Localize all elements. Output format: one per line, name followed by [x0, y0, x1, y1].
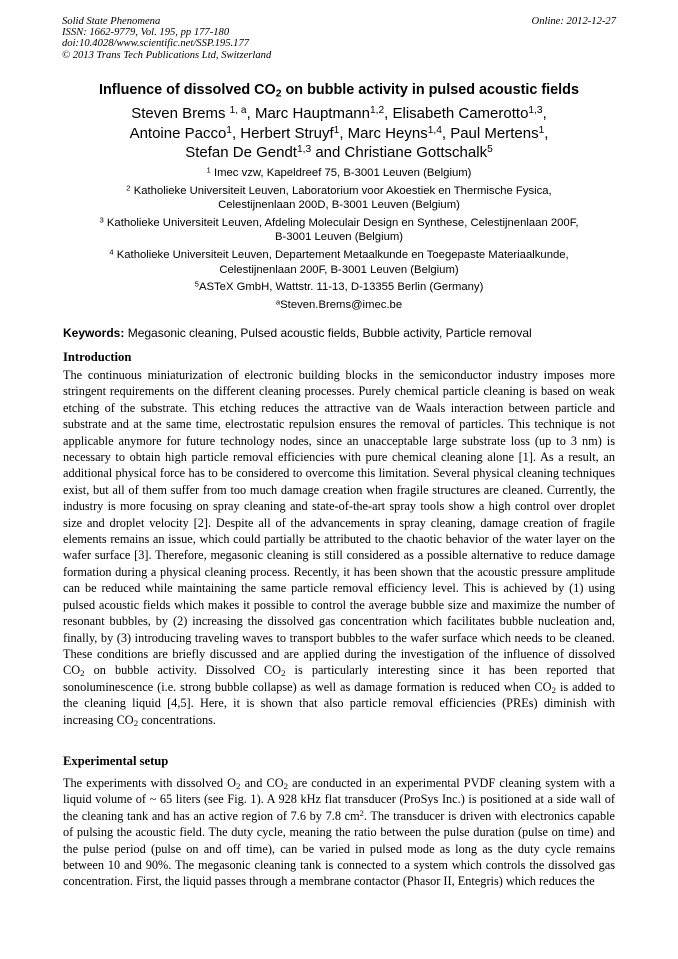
section-heading-introduction: Introduction	[63, 350, 132, 364]
paragraph-text: is particularly interesting since it has been reported that sonoluminescence (i.e. strong bubble collapse) as well as damage formation is reduced when CO	[63, 663, 615, 694]
paragraph-text: The continuous miniaturization of electronic building blocks in the semiconductor industry imposes more stringent requirements on the different cleaning processes. Purely chemical particle cleaning is based on weak etching of the substrate. This etching reduces the attractive van de Waals interaction between particle and substrate and at the same time, electrostatic repulsion ensures the removal of particles. This technique is not applicable anymore for future technology nodes, since an unacceptable large substrate loss (up to 3 nm) is necessary to obtain high particle removal efficiencies with pure chemical cleaning alone [1]. As a result, an additional physical force has to be considered to overcome this limitation. Several physical cleaning techniques exist, but all of them suffer from too much damage creation when fragile structures are cleaned. Currently, the industry is more focusing on spray cleaning and state-of-the-art spray tools show a high control over droplet size and droplet velocity [2]. Despite all of the advancements in spray cleaning, damage creation of fragile elements remains an issue, which could partially be attributed to the chaotic behavior of the water layer on the wafer surface [3]. Therefore, megasonic cleaning is still considered as a possible alternative to reduce damage formation during a physical cleaning process. Recently, it has been shown that the acoustic pressure amplitude can be reduced while maintaining the same particle removal efficiency level. This is achieved by (1) using pulsed acoustic fields which makes it possible to control the average bubble size and maximize the number of resonant bubbles, by (2) increasing the dissolved gas concentration which facilitates bubble nucleation and, finally, by (3) introducing traveling waves to transport bubbles to the wafer surface which needs to be cleaned. These conditions are briefly discussed and are applied during the investigation of the influence of dissolved CO	[63, 368, 615, 678]
title-subscript: 2	[275, 88, 282, 100]
paper-title	[40, 82, 638, 99]
introduction-paragraph	[63, 367, 615, 728]
affiliation	[40, 184, 638, 213]
experimental-paragraph	[63, 775, 615, 890]
author-name: , Marc Heyns	[339, 124, 428, 142]
paragraph-text: is added to the cleaning liquid [4,5]. Here, it is shown that also particle removal efficiencies (PREs) diminish with increasing CO	[63, 679, 615, 727]
affiliation-mark: 3	[99, 215, 104, 225]
subscript: 2	[283, 780, 288, 791]
author-affil-mark: 1,3	[296, 144, 312, 156]
section-heading-experimental: Experimental setup	[63, 754, 169, 768]
affiliation	[40, 280, 638, 295]
title-part: on bubble activity in pulsed acoustic fields	[281, 82, 579, 98]
author-separator: ,	[544, 124, 549, 142]
author-line	[40, 143, 638, 163]
author-line	[40, 104, 638, 124]
author-affil-mark: 1	[333, 124, 340, 136]
author-affil-mark: 5	[487, 144, 493, 156]
author-name: , Herbert Struyf	[231, 124, 334, 142]
affiliation-mark: 2	[126, 182, 131, 192]
author-affil-mark: 1, a	[229, 105, 247, 117]
subscript: 2	[80, 668, 85, 679]
affiliation-text: Imec vzw, Kapeldreef 75, B-3001 Leuven (Belgium)	[210, 167, 472, 179]
author-name: , Marc Hauptmann	[246, 105, 370, 122]
author-name: , Elisabeth Camerotto	[384, 105, 529, 122]
email-mark: a	[275, 297, 281, 307]
journal-header	[62, 16, 271, 61]
subscript: 2	[236, 780, 241, 791]
affiliation-text: Katholieke Universiteit Leuven, Laboratorium voor Akoestiek en Thermische Fysica,	[130, 184, 552, 197]
affiliation	[40, 248, 638, 277]
journal-doi: doi:10.4028/www.scientific.net/SSP.195.177	[62, 38, 250, 50]
paragraph-text: . The transducer is driven with electronics capable of pulsing the acoustic field. The duty cycle, meaning the ratio between the pulse duration (pulse on time) and the pulse period (pulse on and off time), can be varied in pulsed mode as long as the duty cycle remains between 10 and 90%. The megasonic cleaning tank is connected to a system which controls the dissolved gas concentration. First, the liquid passes through a membrane contactor (Phasor II, Entegris) which reduces the	[63, 808, 615, 889]
affiliation-text: ASTeX GmbH, Wattstr. 11-13, D-13355 Berlin (Germany)	[198, 281, 484, 294]
keywords	[63, 326, 615, 340]
author-affil-mark: 1,3	[528, 105, 543, 117]
paragraph-text: are conducted in an experimental PVDF cleaning system with a liquid volume of ~ 65 liters (see Fig. 1). A 928 kHz flat transducer (ProSys Inc.) is positioned at a side wall of the cleaning tank and has an active region of 7.6 by 7.8 cm	[63, 776, 615, 823]
author-affil-mark: 1,4	[427, 124, 442, 136]
author-affil-mark: 1,2	[370, 105, 385, 117]
affiliation-text: B-3001 Leuven (Belgium)	[274, 231, 404, 244]
journal-issn: ISSN: 1662-9779, Vol. 195, pp 177-180	[62, 27, 230, 39]
affiliation-mark: 1	[206, 165, 211, 175]
subscript: 2	[281, 668, 286, 679]
author-line	[40, 124, 638, 144]
author-list	[40, 104, 638, 163]
title-part: Influence of dissolved CO	[99, 82, 276, 98]
affiliation	[40, 166, 638, 181]
affiliation-mark: 5	[194, 279, 199, 289]
affiliation-email	[40, 298, 638, 313]
paragraph-text: and CO	[240, 776, 284, 790]
author-name: and Christiane Gottschalk	[311, 144, 488, 161]
journal-copyright: © 2013 Trans Tech Publications Ltd, Switzerland	[62, 49, 272, 61]
affiliation-mark: 4	[109, 247, 114, 257]
paragraph-text: on bubble activity. Dissolved CO	[84, 663, 282, 678]
keywords-label: Keywords:	[63, 326, 125, 340]
affiliation-text: Celestijnenlaan 200D, B-3001 Leuven (Belgium)	[218, 199, 460, 212]
author-affil-mark: 1	[538, 124, 545, 136]
author-name: , Paul Mertens	[441, 124, 539, 142]
subscript: 2	[133, 717, 139, 728]
email-text: Steven.Brems@imec.be	[280, 298, 403, 311]
author-separator: ,	[542, 105, 547, 122]
author-name: Antoine Pacco	[129, 124, 227, 142]
author-name: Stefan De Gendt	[185, 144, 297, 161]
affiliation-text: Katholieke Universiteit Leuven, Afdeling Moleculair Design en Synthese, Celestijnenlaan 200F,	[103, 216, 579, 229]
superscript: 2	[359, 808, 364, 818]
author-name: Steven Brems	[131, 105, 230, 122]
subscript: 2	[551, 684, 556, 695]
affiliation	[40, 216, 638, 245]
affiliation-text: Katholieke Universiteit Leuven, Departement Metaalkunde en Toegepaste Materiaalkunde,	[113, 248, 569, 261]
journal-name: Solid State Phenomena	[62, 16, 161, 27]
online-date: Online: 2012-12-27	[531, 16, 616, 27]
keywords-text: Megasonic cleaning, Pulsed acoustic fields, Bubble activity, Particle removal	[124, 326, 532, 340]
affiliation-list	[40, 166, 638, 312]
paragraph-text: The experiments with dissolved O	[63, 776, 237, 790]
affiliation-text: Celestijnenlaan 200F, B-3001 Leuven (Belgium)	[219, 263, 459, 276]
paragraph-text: concentrations.	[138, 712, 216, 727]
author-affil-mark: 1	[226, 124, 232, 136]
